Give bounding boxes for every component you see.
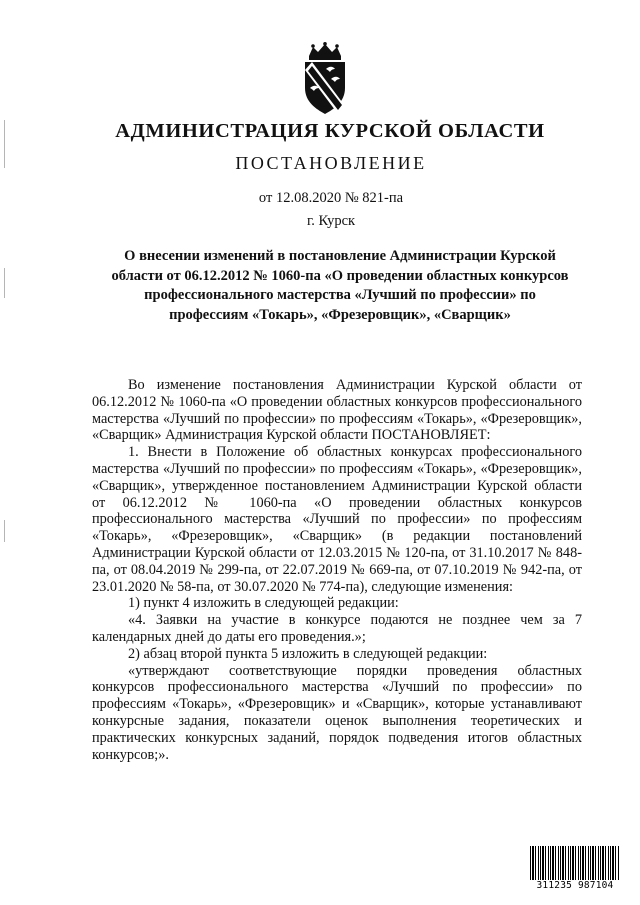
heading-line: профессиям «Токарь», «Фрезеровщик», «Сварщик» bbox=[169, 306, 511, 323]
heading-line: профессионального мастерства «Лучший по профессии» по bbox=[144, 287, 536, 303]
body-paragraph-intro: Во изменение постановления Администрации Курской области от 06.12.2012 № 1060-па «О проведении областных конкурсов профессионального мастерства «Лучший по профессии» по профессиям «Токарь», «Фрезеровщик», «Сварщик» Администрация Курской области ПОСТАНОВЛЯЕТ: bbox=[92, 377, 582, 444]
document-body bbox=[92, 377, 582, 763]
body-paragraph-sub1: 1) пункт 4 изложить в следующей редакции: bbox=[128, 595, 399, 612]
body-paragraph-sub2: 2) абзац второй пункта 5 изложить в следующей редакции: bbox=[128, 645, 488, 662]
heading-line: О внесении изменений в постановление Администрации Курской bbox=[124, 248, 556, 264]
body-paragraph-quote1: «4. Заявки на участие в конкурсе подаются не позднее чем за 7 календарных дней до даты его проведения.»; bbox=[92, 612, 582, 645]
organization-title: АДМИНИСТРАЦИЯ КУРСКОЙ ОБЛАСТИ bbox=[115, 120, 545, 142]
document-barcode bbox=[530, 846, 620, 894]
document-city: г. Курск bbox=[306, 213, 356, 229]
coat-of-arms-icon bbox=[296, 42, 354, 116]
document-date-number: от 12.08.2020 № 821-па bbox=[258, 190, 404, 206]
heading-line: области от 06.12.2012 № 1060-па «О проведении областных конкурсов bbox=[111, 267, 569, 284]
scan-margin-mark bbox=[4, 268, 5, 298]
document-type: ПОСТАНОВЛЕНИЕ bbox=[235, 153, 427, 173]
barcode-number: 311235 987104 bbox=[536, 880, 614, 891]
body-paragraph-item1: 1. Внести в Положение об областных конкурсах профессионального мастерства «Лучший по профессии» по профессиям «Токарь», «Фрезеровщик», «Сварщик», утвержденное постановлением Администрации Курской области от 06.12.2012 № 1060-па «О проведении областных конкурсов профессионального мастерства «Лучший по профессии» по профессиям «Токарь», «Фрезеровщик», «Сварщик» (в редакции постановлений Администрации Курской области от 12.03.2015 № 120-па, от 31.10.2017 № 848-па, от 08.04.2019 № 299-па, от 22.07.2019 № 669-па, от 07.10.2019 № 942-па, от 23.01.2020 № 58-па, от 30.07.2020 № 774-па), следующие изменения: bbox=[92, 444, 582, 595]
document-heading bbox=[100, 247, 580, 325]
body-paragraph-quote2: «утверждают соответствующие порядки проведения областных конкурсов профессионального мастерства «Лучший по профессии» по профессиям «Токарь», «Фрезеровщик» и «Сварщик», которые устанавливают конкурсные задания, показатели оценок выполнения теоретических и практических конкурсных заданий, порядок подведения итогов областных конкурсов;». bbox=[92, 662, 582, 763]
scan-margin-mark bbox=[4, 520, 5, 542]
barcode-bars bbox=[530, 846, 620, 880]
